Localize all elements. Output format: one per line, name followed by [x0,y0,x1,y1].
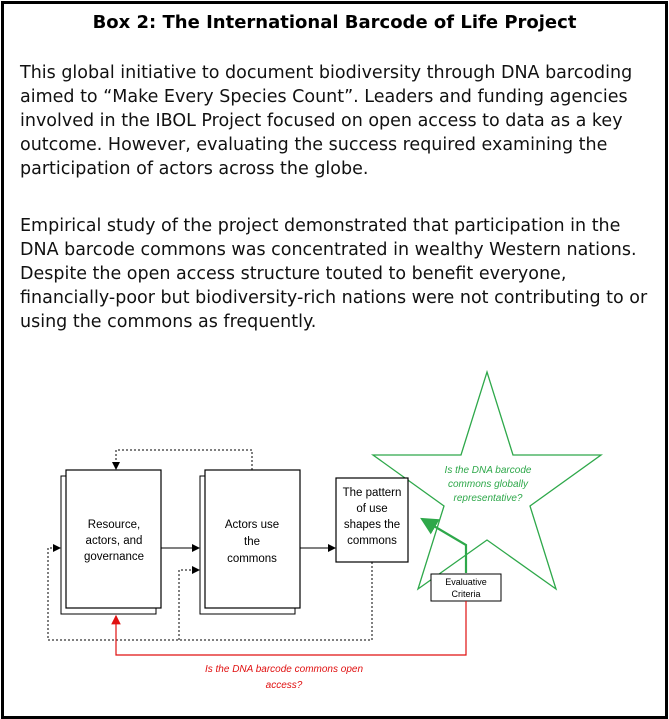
star-question-line-3: representative? [453,493,523,504]
pattern-box-line-2: of use [356,503,388,515]
evaluative-line-2: Criteria [451,589,481,599]
pattern-box-line-1: The pattern [342,487,402,499]
paragraph-findings: Empirical study of the project demonstrated that participation in the DNA barcode commons was concentrated in wealthy Western nations. Despite the open access structure touted to benefit everyone, financially-poor but biodiversity-rich nations were not contributing to or using the commons as frequently. [20,216,648,332]
open-access-question-line-2: access? [265,680,303,691]
box-title: Box 2: The International Barcode of Life Project [92,12,577,33]
actors-box-line-2: the [244,536,260,548]
star-question-line-2: commons globally [447,479,529,490]
star-question-line-1: Is the DNA barcode [444,465,532,476]
resource-box-line-1: Resource, [87,519,141,531]
pattern-box-line-3: shapes the [343,519,401,531]
actors-box-line-3: commons [227,553,277,565]
pattern-box-line-4: commons [347,535,397,547]
dotted-loop-inner [179,570,199,640]
paragraph-intro: This global initiative to document biodiversity through DNA barcoding aimed to “Make Every Species Count”. Leaders and funding agencies involved in the IBOL Project focused on open access to data as a key outcome. However, evaluating the success required examining the participation of actors across the globe. [20,63,633,179]
dotted-loop-top [116,450,252,470]
resource-box-line-3: governance [83,551,145,563]
resource-box-line-2: actors, and [85,535,143,547]
green-evaluative-arrow [422,519,466,573]
evaluative-line-1: Evaluative [445,577,487,587]
open-access-question-line-1: Is the DNA barcode commons open [204,664,364,675]
actors-box-line-1: Actors use [224,519,280,531]
